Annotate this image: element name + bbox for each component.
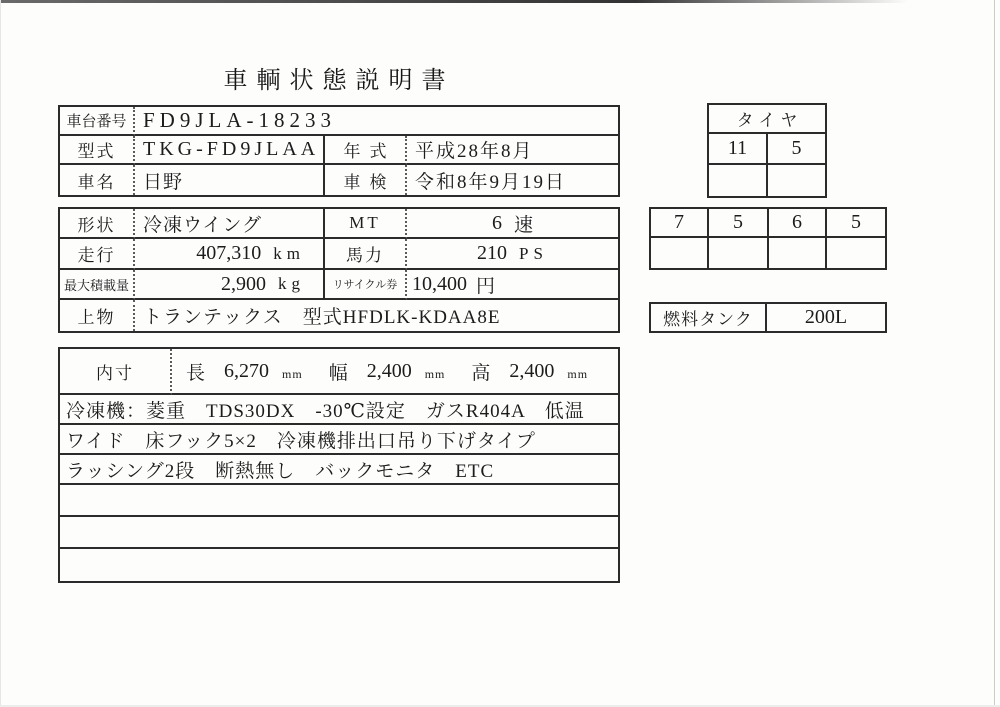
vehicle-name-value: 日野 (135, 165, 325, 195)
transmission-label: MT (325, 209, 407, 239)
payload-label: 最大積載量 (60, 270, 135, 300)
model-value: TKG-FD9JLAA (135, 136, 325, 165)
year-label: 年式 (325, 136, 407, 165)
empty-tire-depth-cell (769, 238, 827, 268)
height-unit: mm (567, 366, 589, 381)
chassis-number-value: FD9JLA-18233 (135, 107, 618, 136)
width-label: 幅 (328, 362, 349, 384)
tire-table-title: タイヤ (709, 105, 825, 134)
power-value: 210 (477, 242, 508, 264)
length-value: 6,270 (224, 359, 270, 382)
width-value: 2,400 (366, 359, 412, 382)
height-value: 2,400 (509, 359, 555, 382)
empty-note-row (60, 517, 618, 549)
transmission-unit: 速 (513, 214, 533, 236)
shape-label: 形状 (60, 209, 135, 239)
mileage-value: 407,310 (196, 242, 262, 264)
chassis-number-label: 車台番号 (60, 107, 135, 136)
tire-depth-value: 7 (651, 209, 709, 238)
height-label: 高 (471, 362, 492, 384)
fuel-tank-table (649, 302, 887, 333)
payload-value: 2,900 (221, 272, 266, 295)
page-title: 車輌状態説明書 (223, 68, 455, 94)
inner-dims-label: 内寸 (60, 349, 172, 395)
empty-tire-cell (709, 165, 768, 196)
empty-note-row (60, 549, 618, 581)
tire-depth-value: 5 (827, 209, 885, 238)
tire-depth-table (649, 207, 887, 270)
year-value: 平成28年8月 (407, 136, 618, 165)
vehicle-name-label: 車名 (60, 165, 135, 195)
empty-tire-depth-cell (827, 238, 885, 268)
tire-value: 5 (768, 134, 825, 165)
power-unit: PS (519, 243, 548, 263)
fuel-tank-label: 燃料タンク (651, 304, 767, 331)
body-label: 上物 (60, 300, 135, 331)
fuel-tank-value: 200L (804, 306, 848, 328)
detail-table (58, 347, 620, 583)
length-unit: mm (282, 366, 303, 381)
recycle-ticket-label: リサイクル券 (325, 270, 407, 300)
scan-edge-right (994, 0, 995, 707)
spec-table (58, 207, 620, 333)
empty-tire-depth-cell (651, 238, 709, 268)
mileage-label: 走行 (60, 239, 135, 270)
width-unit: mm (424, 366, 446, 381)
model-label: 型式 (60, 136, 135, 165)
tire-table (707, 103, 827, 198)
inspection-label: 車検 (325, 165, 407, 195)
body-value: トランテックス 型式HFDLK-KDAA8E (143, 307, 501, 328)
recycle-ticket-value: 10,400 (412, 272, 467, 295)
empty-tire-cell (768, 165, 825, 196)
empty-note-row (60, 485, 618, 517)
tire-depth-value: 6 (769, 209, 827, 238)
power-label: 馬力 (325, 239, 407, 270)
equipment-note-line-2: ワイド 床フック5×2 冷凍機排出口吊り下げタイプ (60, 425, 618, 455)
scan-edge-top (0, 0, 908, 3)
inspection-value: 令和8年9月19日 (415, 171, 567, 193)
equipment-note-line-3: ラッシング2段 断熱無し バックモニタ ETC (60, 455, 618, 485)
payload-unit: kg (278, 274, 305, 293)
mileage-unit: km (273, 243, 305, 263)
equipment-note-line-1: 冷凍機：菱重 TDS30DX -30℃設定 ガスR404A 低温 (60, 395, 618, 425)
shape-value: 冷凍ウイング (135, 209, 325, 239)
transmission-value: 6 (491, 211, 502, 234)
scan-edge-left (0, 0, 1, 707)
length-label: 長 (186, 362, 207, 384)
empty-tire-depth-cell (709, 238, 769, 268)
tire-depth-value: 5 (709, 209, 769, 238)
recycle-ticket-unit: 円 (476, 275, 496, 297)
tire-value: 11 (709, 134, 768, 165)
vehicle-id-table (58, 105, 620, 197)
